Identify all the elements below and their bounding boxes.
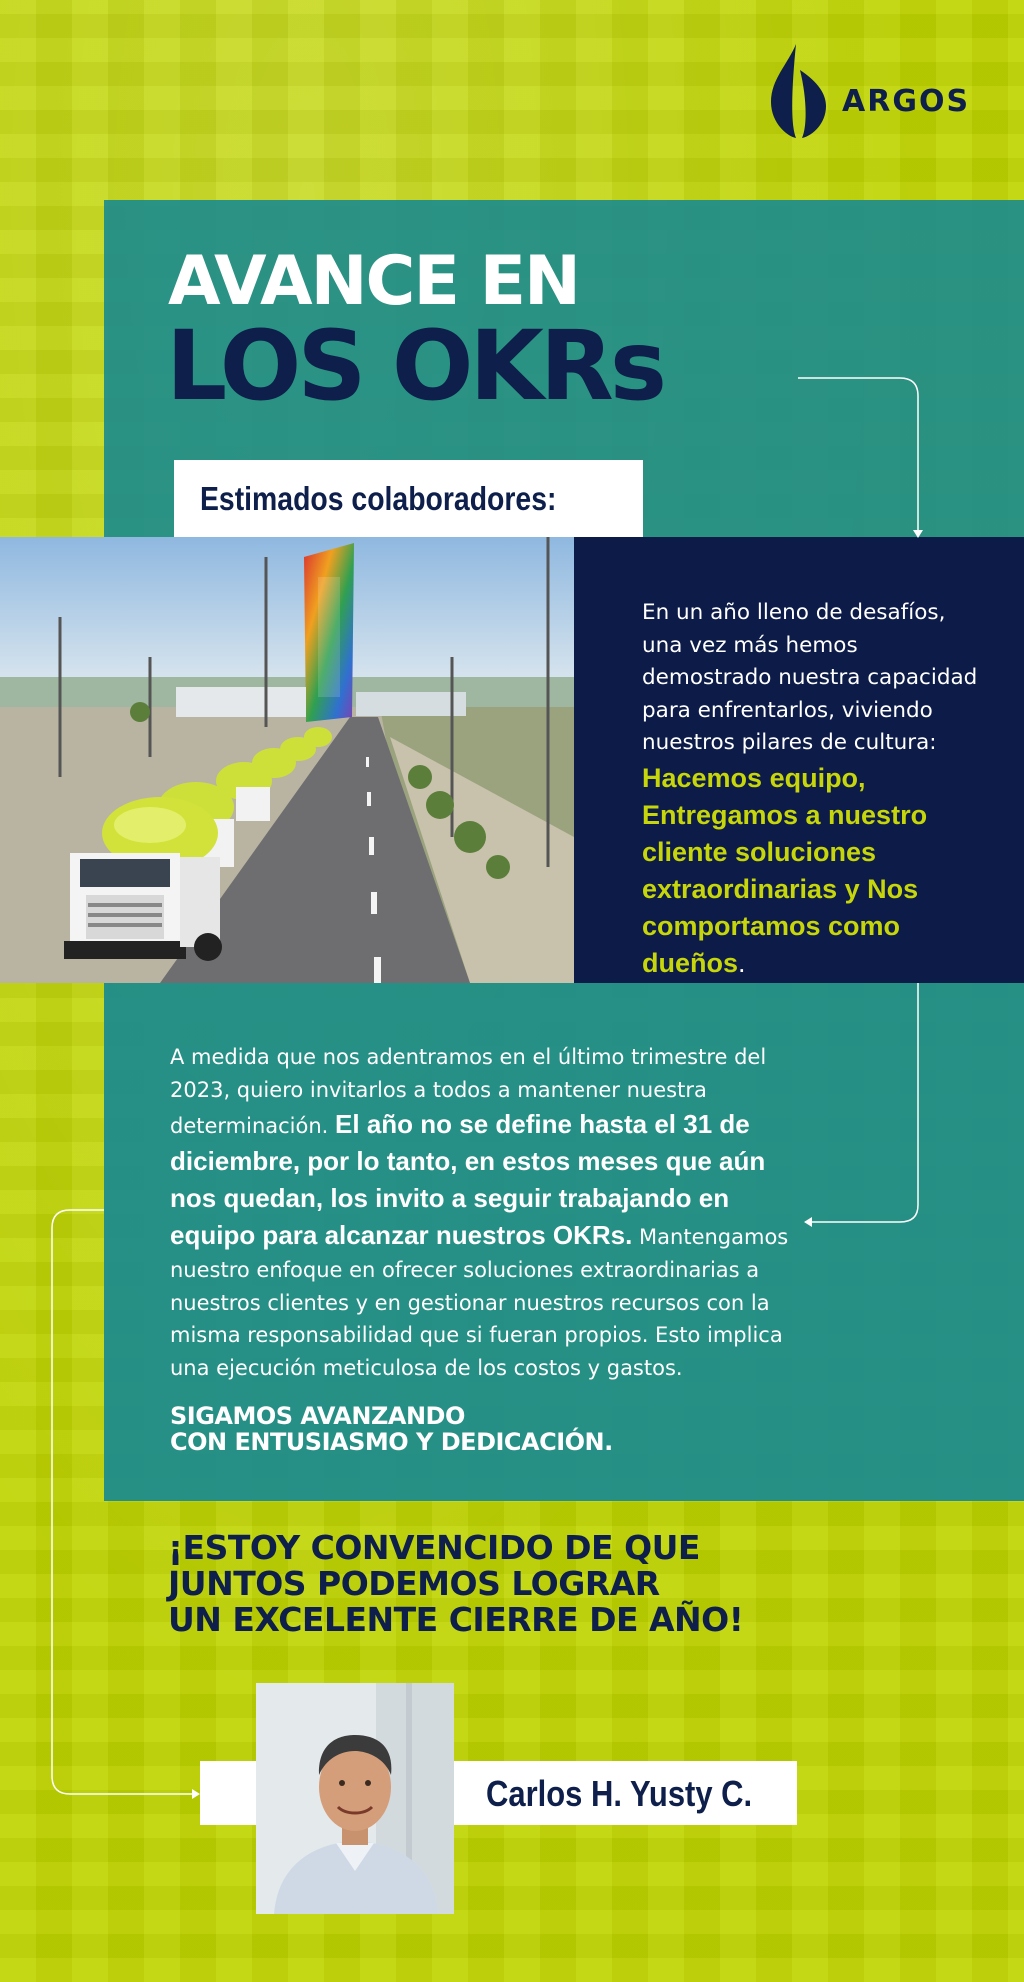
message-body xyxy=(170,1041,790,1384)
cta-line-2: CON ENTUSIASMO Y DEDICACIÓN. xyxy=(170,1428,613,1456)
closing-line-3: UN EXCELENTE CIERRE DE AÑO! xyxy=(168,1600,744,1639)
message-part-1: A medida que nos adentramos en el último trimestre del 2023, quiero invitarlos a todos a mantener nuestra determinación. xyxy=(170,1045,767,1138)
culture-pillars xyxy=(642,760,982,982)
title-line-2: LOS OKRs xyxy=(166,310,663,422)
argos-logo xyxy=(766,44,976,140)
title-line-1: AVANCE EN xyxy=(168,242,579,321)
ceo-portrait xyxy=(256,1683,454,1914)
signature-name: Carlos H. Yusty C. xyxy=(486,1773,753,1814)
closing-line-1: ¡ESTOY CONVENCIDO DE QUE xyxy=(168,1528,700,1567)
intro-end-period: . xyxy=(738,947,746,978)
salutation-box xyxy=(174,460,643,538)
intro-panel xyxy=(574,537,1024,983)
trucks-photo xyxy=(0,537,574,983)
salutation: Estimados colaboradores: xyxy=(200,480,557,517)
culture-pillars-text: Hacemos equipo, Entregamos a nuestro cliente soluciones extraordinarias y Nos comportamos como dueños xyxy=(642,762,928,978)
intro-paragraph: En un año lleno de desafíos, una vez más hemos demostrado nuestra capacidad para enfrentarlos, viviendo nuestros pilares de cultura: xyxy=(642,600,978,755)
argos-flame-icon xyxy=(766,44,836,140)
message-emphasis: El año no se define hasta el 31 de diciembre, por lo tanto, en estos meses que aún nos quedan, los invito a seguir trabajando en equipo para alcanzar nuestros OKRs. xyxy=(170,1109,766,1250)
message-panel xyxy=(104,983,1024,1501)
call-to-action xyxy=(170,1403,613,1455)
closing-statement xyxy=(168,1530,743,1638)
message-part-2: Mantengamos nuestro enfoque en ofrecer soluciones extraordinarias a nuestros clientes y en gestionar nuestros recursos con la misma responsabilidad que si fueran propios. Esto implica una ejecución meticulosa de los costos y gastos. xyxy=(170,1225,789,1380)
cta-line-1: SIGAMOS AVANZANDO xyxy=(170,1402,465,1430)
closing-line-2: JUNTOS PODEMOS LOGRAR xyxy=(168,1564,660,1603)
brand-name: ARGOS xyxy=(842,84,971,119)
intro-text xyxy=(642,597,982,982)
